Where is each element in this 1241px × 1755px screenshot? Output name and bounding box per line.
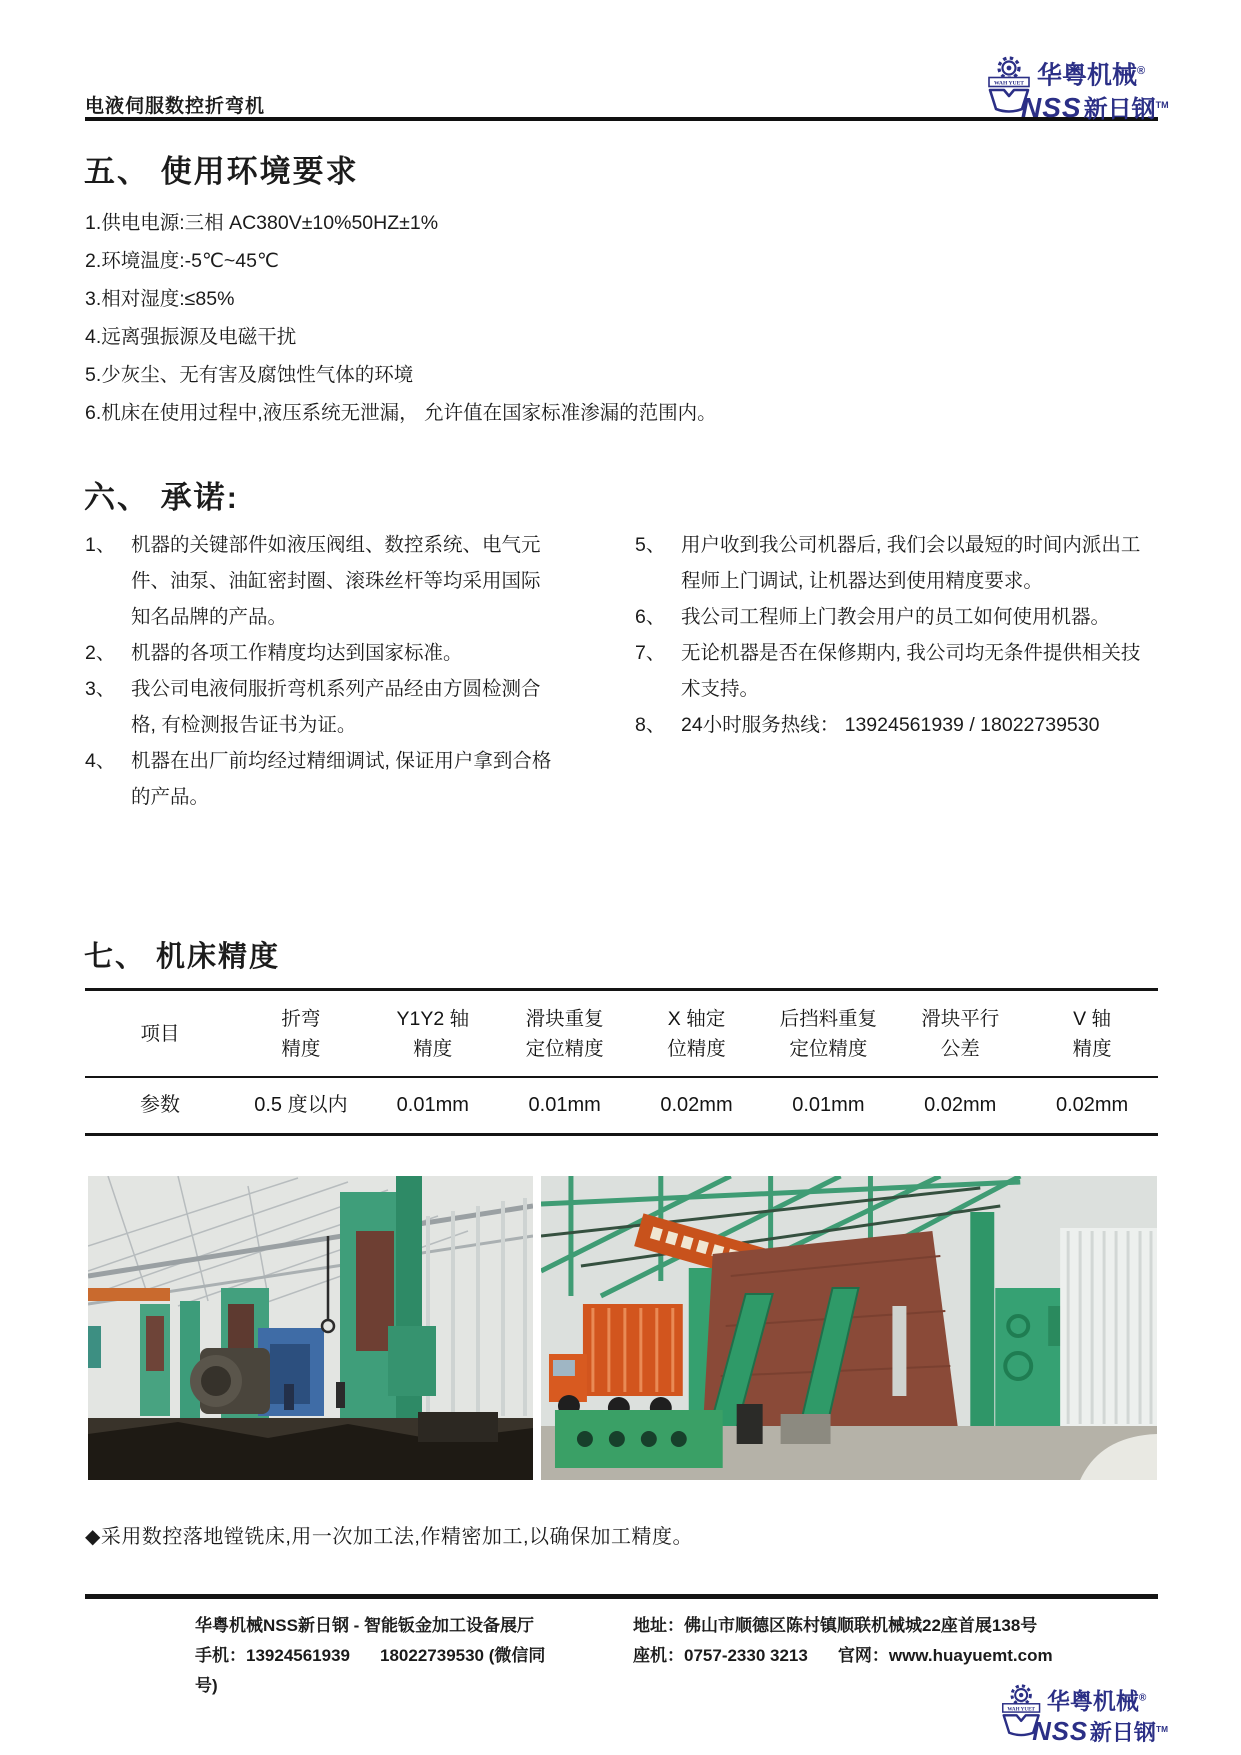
table-header-cell: X 轴定 位精度 [667, 1008, 726, 1060]
table-header-cell: 折弯 精度 [281, 1008, 321, 1060]
commitment-item: 4、 机器在出厂前均经过精细调试, 保证用户拿到合格的产品。 [85, 750, 552, 808]
footer-left-block [195, 1611, 563, 1701]
section6-left-column [85, 527, 553, 815]
tm-mark: TM [1155, 100, 1169, 111]
brand-sub-rest: 新日钢 [1089, 1721, 1157, 1746]
tm-mark: TM [1156, 1724, 1168, 1734]
section5-item: 3.相对湿度:≤85% [85, 288, 235, 310]
section5-item: 6.机床在使用过程中,液压系统无泄漏， 允许值在国家标准渗漏的范围内。 [85, 402, 717, 424]
table-value-cell: 0.01mm [792, 1094, 865, 1116]
section5-item: 4.远离强振源及电磁干扰 [85, 326, 297, 348]
table-header-cell: Y1Y2 轴 精度 [396, 1008, 470, 1060]
table-header-cell: 滑块重复 定位精度 [525, 1008, 604, 1060]
brand-logo-text [1021, 56, 1169, 125]
commitment-item: 7、 无论机器是否在保修期内, 我公司均无条件提供相关技术支持。 [635, 642, 1141, 700]
footer-contact-line: 座机：0757-2330 3213 官网：www.huayuemt.com [633, 1646, 1053, 1665]
commitment-item: 1、 机器的关键部件如液压阀组、数控系统、电气元件、油泵、油缸密封圈、滚珠丝杆等均采用国际知名品牌的产品。 [85, 534, 541, 628]
brand-sub-rest: 新日钢 [1083, 96, 1156, 124]
registered-mark: ® [1137, 65, 1146, 77]
table-value-cell: 0.01mm [396, 1094, 469, 1116]
section7-title: 七、 机床精度 [84, 941, 281, 973]
svg-text:WAH YUET: WAH YUET [993, 80, 1025, 87]
factory-photo-left-image [88, 1176, 533, 1480]
brand-name: 华粤机械 [1046, 1688, 1139, 1715]
brand-logo-text [1032, 1684, 1168, 1748]
footer-address-line: 地址：佛山市顺德区陈村镇顺联机械城22座首展138号 [633, 1616, 1038, 1635]
footer-company-line: 华粤机械NSS新日钢 - 智能钣金加工设备展厅 [195, 1616, 535, 1635]
brand-sub-nss: NSS [1021, 92, 1082, 124]
footer-divider [85, 1594, 1158, 1599]
section5-item: 1.供电电源:三相 AC380V±10%50HZ±1% [85, 212, 439, 234]
table-header-cell: 后挡料重复 定位精度 [779, 1008, 878, 1060]
section5-list [85, 204, 717, 432]
table-header-cell: 滑块平行 公差 [921, 1008, 1000, 1060]
section5-item: 5.少灰尘、无有害及腐蚀性气体的环境 [85, 364, 414, 386]
table-value-cell: 0.02mm [660, 1094, 733, 1116]
accuracy-table [85, 988, 1158, 1136]
table-value-cell: 0.01mm [528, 1094, 601, 1116]
footer-mobile-line: 手机：13924561939 18022739530 (微信同号) [195, 1646, 546, 1695]
section6-right-column [635, 527, 1158, 815]
table-header-cell: V 轴 精度 [1072, 1008, 1112, 1060]
footer [85, 1611, 1158, 1704]
table-header-cell: 项目 [140, 1023, 180, 1045]
accuracy-table-header-row [85, 991, 1158, 1078]
section5-item: 2.环境温度:-5℃~45℃ [85, 250, 279, 272]
process-note: ◆采用数控落地镗铣床,用一次加工法,作精密加工,以确保加工精度。 [85, 1526, 694, 1548]
section5-title: 五、 使用环境要求 [84, 154, 359, 189]
doc-title: 电液伺服数控折弯机 [85, 96, 266, 117]
brand-logo-bottom [1000, 1684, 1168, 1748]
brand-name: 华粤机械 [1037, 61, 1138, 90]
commitment-item: 8、 24小时服务热线： 13924561939 / 18022739530 [635, 714, 1100, 736]
brand-logo-top [986, 56, 1169, 125]
commitment-item: 2、 机器的各项工作精度均达到国家标准。 [85, 642, 463, 664]
table-value-cell: 0.5 度以内 [254, 1094, 348, 1116]
footer-right-block [633, 1611, 1053, 1701]
factory-photo-left [88, 1176, 533, 1480]
section6-columns [85, 527, 1158, 815]
section6-title: 六、 承诺: [84, 480, 239, 515]
registered-mark: ® [1138, 1692, 1147, 1704]
accuracy-table-value-row [85, 1078, 1158, 1133]
table-value-cell: 0.02mm [924, 1094, 997, 1116]
svg-text:WAH YUET: WAH YUET [1007, 1706, 1035, 1713]
commitment-item: 6、 我公司工程师上门教会用户的员工如何使用机器。 [635, 606, 1111, 628]
table-value-cell: 参数 [140, 1094, 180, 1116]
commitment-item: 3、 我公司电液伺服折弯机系列产品经由方圆检测合格, 有检测报告证书为证。 [85, 678, 541, 736]
factory-photo-right-image [541, 1176, 1157, 1480]
factory-photo-right [541, 1176, 1157, 1480]
factory-photos [88, 1176, 1157, 1480]
commitment-item: 5、 用户收到我公司机器后, 我们会以最短的时间内派出工程师上门调试, 让机器达到使用精度要求。 [635, 534, 1141, 592]
brand-sub-nss: NSS [1032, 1717, 1088, 1746]
table-value-cell: 0.02mm [1055, 1094, 1129, 1116]
